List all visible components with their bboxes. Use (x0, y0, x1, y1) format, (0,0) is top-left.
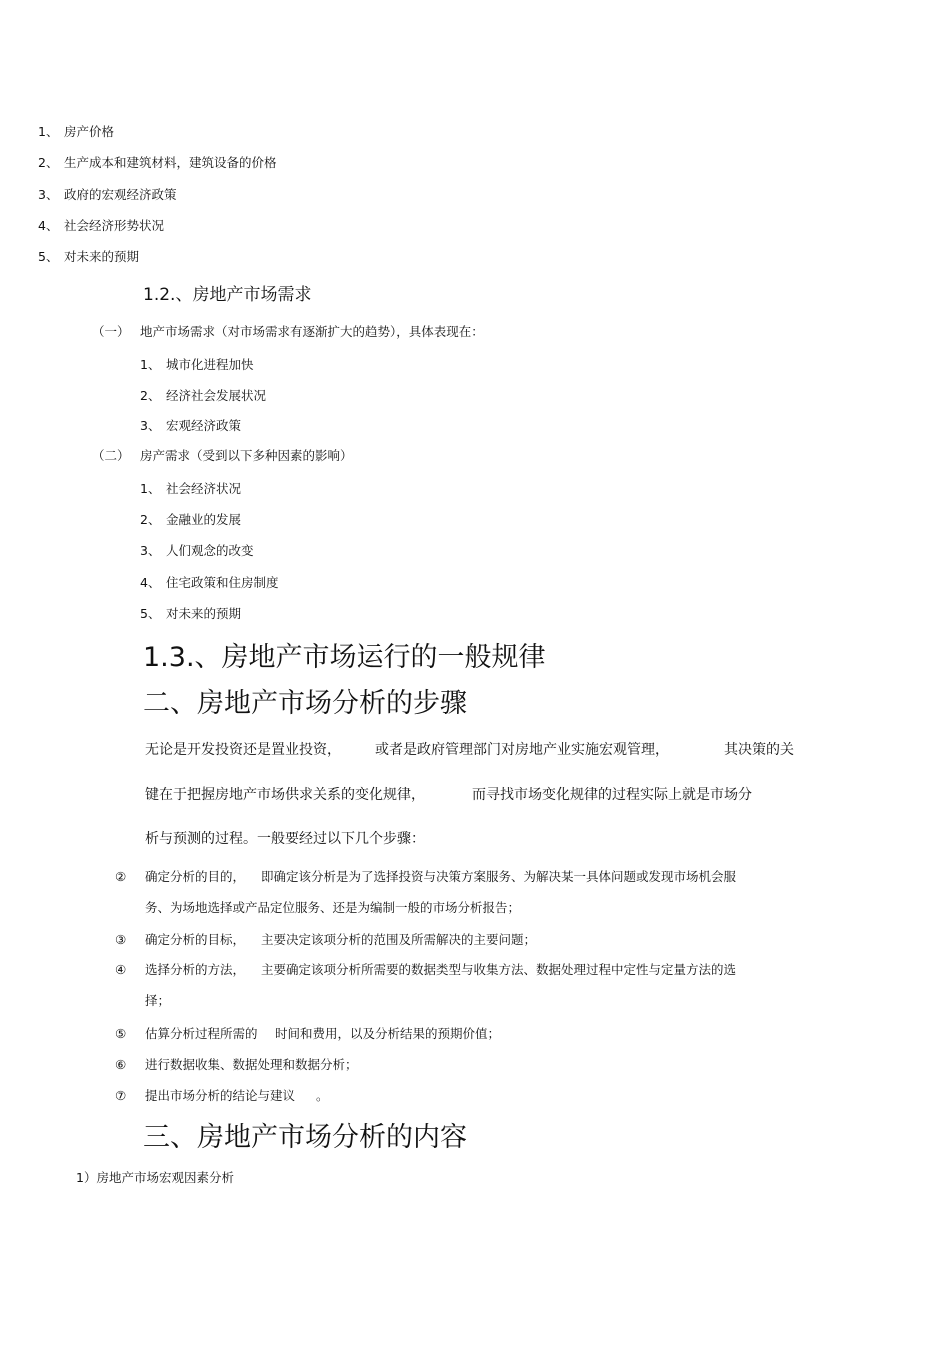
section-heading-2: 二、房地产市场分析的步骤 (143, 688, 467, 719)
step-marker: ② (115, 869, 127, 884)
paragraph-text: 其决策的关 (724, 742, 794, 758)
list-number: 3、 (140, 543, 161, 558)
step-marker: ④ (115, 962, 127, 977)
step-text-continued: 择； (145, 993, 171, 1008)
step-text: 。 (316, 1088, 329, 1103)
step-marker: ⑥ (115, 1057, 127, 1072)
list-item: 金融业的发展 (166, 512, 242, 527)
paragraph-text: 无论是开发投资还是置业投资， (145, 742, 341, 758)
list-number: 2、 (38, 155, 59, 170)
step-lead: 确定分析的目标， (145, 932, 246, 947)
section-heading-1-3: 1.3.、房地产市场运行的一般规律 (143, 642, 546, 673)
section-heading-1-2: 1.2.、房地产市场需求 (143, 285, 312, 305)
list-number: 5、 (38, 249, 59, 264)
list-number: 1、 (140, 481, 161, 496)
step-lead: 进行数据收集、数据处理和数据分析； (145, 1057, 358, 1072)
list-number: 5、 (140, 606, 161, 621)
step-marker: ③ (115, 932, 127, 947)
list-item: 宏观经济政策 (166, 418, 242, 433)
list-number: 2、 (140, 512, 161, 527)
step-text: 时间和费用，以及分析结果的预期价值； (275, 1026, 501, 1041)
group-label: （二） (92, 448, 130, 463)
group-label: （一） (92, 324, 130, 339)
step-lead: 确定分析的目的， (145, 869, 246, 884)
group-text: 地产市场需求（对市场需求有逐渐扩大的趋势），具体表现在： (140, 324, 484, 339)
list-item: 社会经济形势状况 (64, 218, 165, 233)
paragraph-text: 而寻找市场变化规律的过程实际上就是市场分 (472, 787, 752, 803)
step-text: 主要确定该项分析所需要的数据类型与收集方法、数据处理过程中定性与定量方法的选 (261, 962, 737, 977)
list-number: 2、 (140, 388, 161, 403)
list-number: 3、 (140, 418, 161, 433)
paragraph-text: 析与预测的过程。一般要经过以下几个步骤： (145, 831, 425, 847)
step-lead: 提出市场分析的结论与建议 (145, 1088, 296, 1103)
list-item: 对未来的预期 (166, 606, 242, 621)
list-item: 人们观念的改变 (166, 543, 254, 558)
group-text: 房产需求（受到以下多种因素的影响） (140, 448, 353, 463)
list-item: 房产价格 (64, 124, 115, 139)
step-marker: ⑦ (115, 1088, 127, 1103)
list-item: 城市化进程加快 (166, 357, 254, 372)
list-item: 社会经济状况 (166, 481, 242, 496)
step-lead: 估算分析过程所需的 (145, 1026, 258, 1041)
list-item: 生产成本和建筑材料，建筑设备的价格 (64, 155, 277, 170)
list-item: 1）房地产市场宏观因素分析 (76, 1170, 234, 1185)
list-item: 经济社会发展状况 (166, 388, 267, 403)
list-number: 4、 (140, 575, 161, 590)
step-marker: ⑤ (115, 1026, 127, 1041)
list-item: 对未来的预期 (64, 249, 140, 264)
paragraph-text: 或者是政府管理部门对房地产业实施宏观管理， (375, 742, 669, 758)
paragraph-text: 键在于把握房地产市场供求关系的变化规律， (145, 787, 425, 803)
step-lead: 选择分析的方法， (145, 962, 246, 977)
step-text-continued: 务、为场地选择或产品定位服务、还是为编制一般的市场分析报告； (145, 900, 521, 915)
step-text: 主要决定该项分析的范围及所需解决的主要问题； (261, 932, 537, 947)
list-number: 3、 (38, 187, 59, 202)
section-heading-3: 三、房地产市场分析的内容 (143, 1122, 467, 1153)
list-number: 4、 (38, 218, 59, 233)
list-number: 1、 (38, 124, 59, 139)
list-number: 1、 (140, 357, 161, 372)
list-item: 住宅政策和住房制度 (166, 575, 279, 590)
step-text: 即确定该分析是为了选择投资与决策方案服务、为解决某一具体问题或发现市场机会服 (261, 869, 737, 884)
list-item: 政府的宏观经济政策 (64, 187, 177, 202)
